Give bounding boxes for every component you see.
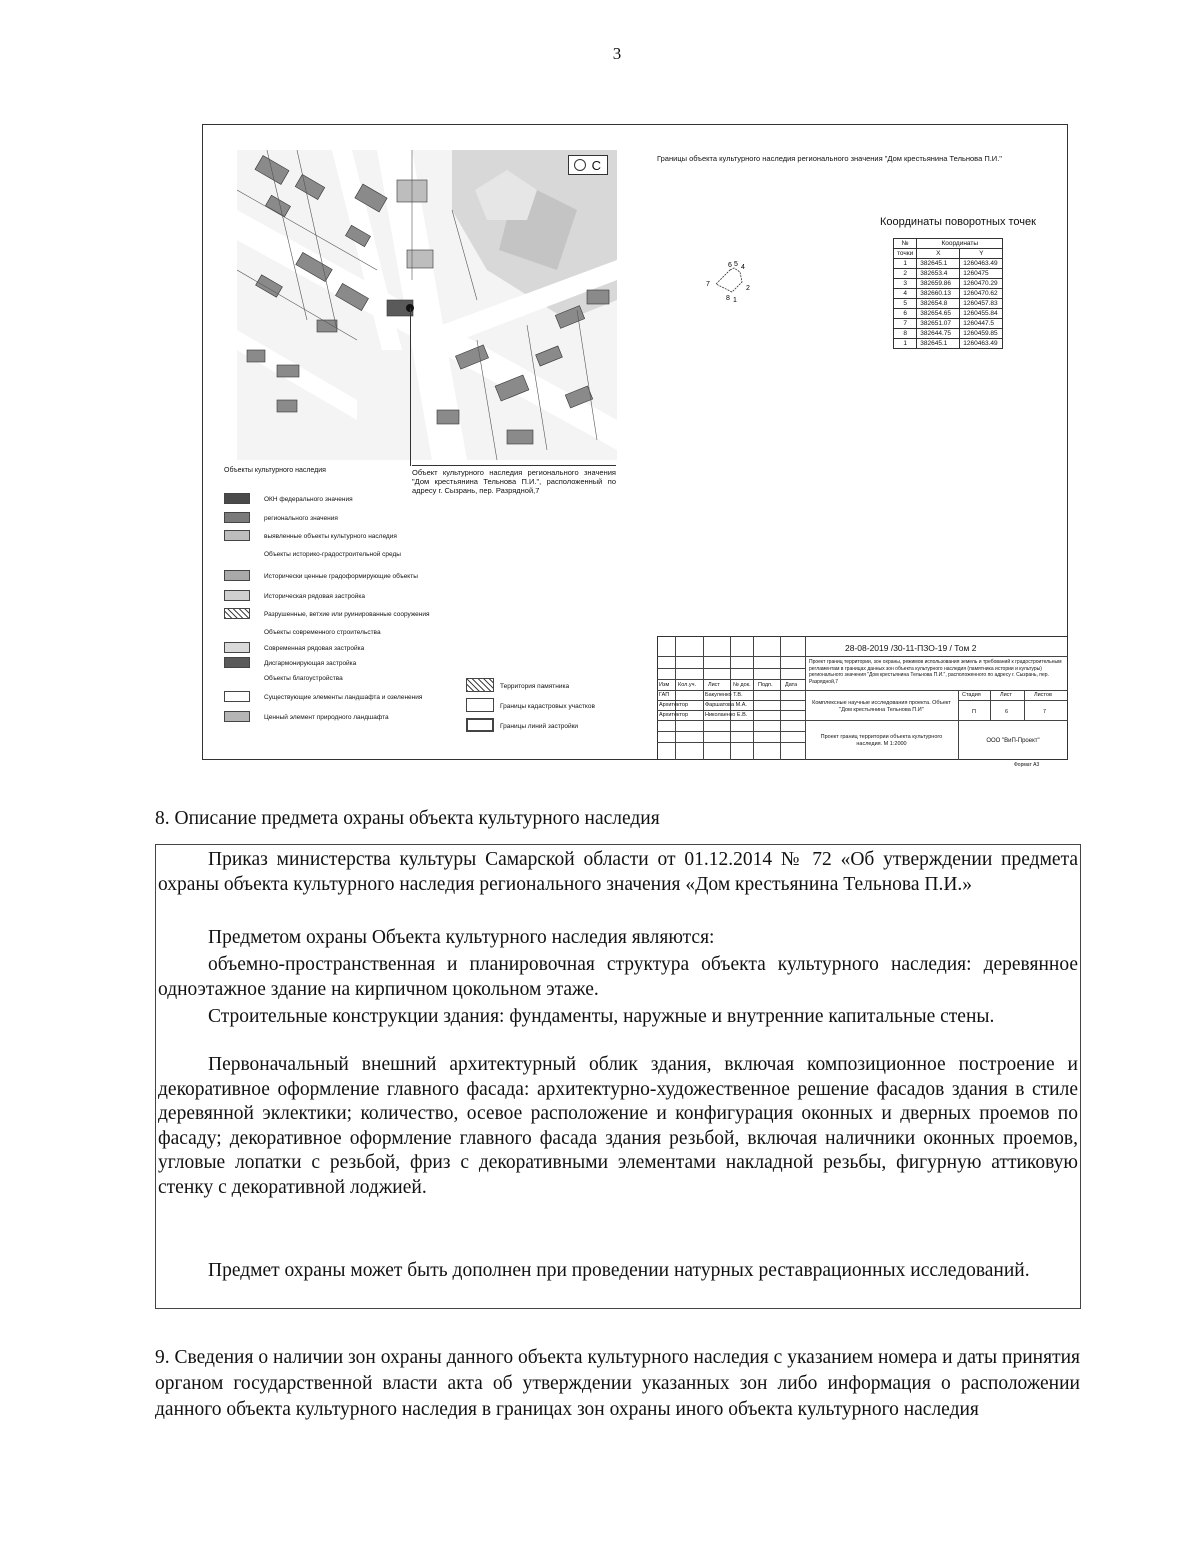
section8-heading: 8. Описание предмета охраны объекта культурного наследия <box>155 808 660 829</box>
page-number: 3 <box>612 44 622 63</box>
compass-label: С <box>591 158 601 173</box>
legend-label: выявленные объекты культурного наследия <box>264 533 397 540</box>
stamp-col-1: Кол.уч. <box>678 682 697 688</box>
legend-label: Разрушенные, ветхие или руинированные сооружения <box>264 611 430 618</box>
legend2-swatch-territory <box>466 678 494 692</box>
coords-header-x: X <box>917 249 960 259</box>
stamp-sheet-label: Лист <box>1000 692 1012 698</box>
coords-cell-x: 382653.4 <box>917 269 960 279</box>
coords-row <box>894 279 1003 289</box>
stamp-col-3: № док. <box>733 682 751 688</box>
coords-cell-y: 1260470.62 <box>960 289 1003 299</box>
points-sketch <box>702 258 762 313</box>
object-leader <box>410 308 411 466</box>
coords-cell-n: 7 <box>894 319 917 329</box>
coords-title: Координаты поворотных точек <box>880 216 1036 228</box>
coords-cell-n: 4 <box>894 289 917 299</box>
coords-table <box>893 238 1003 349</box>
coords-header-y: Y <box>960 249 1003 259</box>
section8-p1: Приказ министерства культуры Самарской области от 01.12.2014 № 72 «Об утверждении предмета охраны объекта культурного наследия регионального значения «Дом крестьянина Тельнова П.И.» <box>158 849 1078 895</box>
point-label-5: 5 <box>734 261 738 268</box>
legend-swatch <box>224 590 250 601</box>
stamp-work-title: Комплексные научные исследования проекта. Объект "Дом крестьянина Тельнова П.И" <box>812 700 951 713</box>
legend-swatch <box>224 657 250 668</box>
stamp-company: ООО "ВиП-Проект" <box>986 738 1040 744</box>
legend-swatch <box>224 711 250 722</box>
stamp-sheets: 7 <box>1043 709 1047 715</box>
legend-swatch <box>224 608 250 619</box>
legend-label: Исторически ценные градоформирующие объекты <box>264 573 418 580</box>
coords-cell-n: 1 <box>894 339 917 349</box>
legend-label: регионального значения <box>264 515 338 522</box>
legend-title: Объекты культурного наследия <box>224 467 326 474</box>
stamp-role-1: Архитектор <box>659 702 689 708</box>
stamp-name-0: Бакуленко Т.В. <box>705 692 743 698</box>
coords-cell-y: 1260463.49 <box>960 339 1003 349</box>
coords-cell-n: 6 <box>894 309 917 319</box>
format-label: Формат А3 <box>1014 762 1040 768</box>
coords-cell-y: 1260447.5 <box>960 319 1003 329</box>
coords-cell-x: 382645.1 <box>917 259 960 269</box>
section8-p5: Первоначальный внешний архитектурный облик здания, включая композиционное построение и декоративное оформление главного фасада: архитектурно-художественное решение фасадов здания в стиле деревянной эклектики; количество, осевое расположение и конфигурация оконных и дверных проемов по фасаду; декоративное оформление главного фасада здания резьбой, включая наличники оконных проемов, угловые лопатки с резьбой, фриз с декоративными элементами накладной резьбы, фигурную аттиковую стенку с декоративной лоджией. <box>158 1054 1078 1198</box>
coords-row <box>894 309 1003 319</box>
coords-cell-x: 382654.65 <box>917 309 960 319</box>
legend2-label-cadastral: Границы кадастровых участков <box>500 703 595 710</box>
coords-cell-n: 2 <box>894 269 917 279</box>
coords-row <box>894 269 1003 279</box>
section8-p4: Строительные конструкции здания: фундаменты, наружные и внутренние капитальные стены. <box>208 1006 995 1027</box>
coords-cell-y: 1260475 <box>960 269 1003 279</box>
section8-p2: Предметом охраны Объекта культурного наследия являются: <box>208 927 715 948</box>
stamp-name-2: Николаенко Е.В. <box>705 712 748 718</box>
coords-header-num2: точки <box>894 249 917 259</box>
coords-cell-y: 1260463.49 <box>960 259 1003 269</box>
coords-cell-y: 1260470.29 <box>960 279 1003 289</box>
legend-label: Современная рядовая застройка <box>264 645 365 652</box>
coords-row <box>894 329 1003 339</box>
legend2-swatch-building-lines <box>466 718 494 732</box>
legend2-swatch-cadastral <box>466 698 494 712</box>
stamp-col-4: Подп. <box>758 682 773 688</box>
point-label-1: 1 <box>733 297 737 304</box>
point-label-4: 4 <box>741 264 745 271</box>
coords-cell-y: 1260457.83 <box>960 299 1003 309</box>
coords-row <box>894 289 1003 299</box>
coords-cell-x: 382651.07 <box>917 319 960 329</box>
stamp-col-2: Лист <box>708 682 720 688</box>
legend-label: Объекты современного строительства <box>264 629 381 636</box>
stamp-col-5: Дата <box>785 682 798 688</box>
coords-cell-x: 382654.8 <box>917 299 960 309</box>
coords-header-coords: Координаты <box>917 239 1003 249</box>
section8-p3: объемно-пространственная и планировочная структура объекта культурного наследия: деревянное одноэтажное здание на кирпичном цокольном этаже. <box>158 954 1078 1000</box>
legend-swatch <box>224 691 250 702</box>
coords-cell-n: 1 <box>894 259 917 269</box>
stamp-name-1: Фаршатова М.А. <box>705 702 747 708</box>
legend-swatch <box>224 642 250 653</box>
coords-cell-x: 382660.13 <box>917 289 960 299</box>
coords-cell-x: 382645.1 <box>917 339 960 349</box>
legend-label: Объекты благоустройства <box>264 675 343 682</box>
cadastral-map <box>237 150 617 460</box>
stamp-drawing-title: Проект границ территории объекта культурного наследия. М 1:2000 <box>820 734 943 747</box>
coords-cell-x: 382659.86 <box>917 279 960 289</box>
point-label-8: 8 <box>726 295 730 302</box>
legend-swatch <box>224 493 250 504</box>
legend-swatch <box>224 570 250 581</box>
legend-label: Ценный элемент природного ландшафта <box>264 714 389 721</box>
section8-p6: Предмет охраны может быть дополнен при проведении натурных реставрационных исследований. <box>208 1260 1030 1281</box>
compass <box>568 155 608 175</box>
legend2-label-territory: Территория памятника <box>500 683 570 690</box>
coords-row <box>894 339 1003 349</box>
legend-label: Историческая рядовая застройка <box>264 593 365 600</box>
coords-cell-n: 3 <box>894 279 917 289</box>
coords-cell-x: 382644.75 <box>917 329 960 339</box>
legend2-label-building-lines: Границы линий застройки <box>500 723 579 730</box>
legend-label: Существующие элементы ландшафта и озеленения <box>264 694 423 701</box>
coords-header-num: № <box>894 239 917 249</box>
stamp-col-0: Изм <box>659 682 670 688</box>
coords-cell-y: 1260455.84 <box>960 309 1003 319</box>
stamp-role-0: ГАП <box>659 692 670 698</box>
stamp-stage: П <box>972 709 976 715</box>
legend-label: ОКН федерального значения <box>264 496 353 503</box>
stamp-code: 28-08-2019 /30-11-ПЗО-19 / Том 2 <box>845 643 977 653</box>
point-label-7: 7 <box>706 281 710 288</box>
stamp-stage-label: Стадия <box>962 692 981 698</box>
stamp-role-2: Архитектор <box>659 712 689 718</box>
stamp-sheet: 6 <box>1005 709 1009 715</box>
stamp-sheets-label: Листов <box>1034 692 1052 698</box>
coords-row <box>894 299 1003 309</box>
legend-swatch <box>224 512 250 523</box>
coords-cell-n: 8 <box>894 329 917 339</box>
stamp-description: Проект границ территории, зон охраны, режимов использования земель и требований к градостроительным регламентам в границах данных зон объекта культурного наследия (памятника истории и культуры) регионального значения "Дом крестьянина Тельнова П.И.", расположенного по адресу г. Сызрань, пер. Разрядной,7 <box>809 659 1062 685</box>
legend-label: Дисгармонирующая застройка <box>264 660 357 667</box>
object-label: Объект культурного наследия регионального значения "Дом крестьянина Тельнова П.И.", расположенный по адресу г. Сызрань, пер. Разрядной,7 <box>412 465 616 495</box>
point-label-2: 2 <box>746 285 750 292</box>
coords-row <box>894 319 1003 329</box>
coords-cell-n: 5 <box>894 299 917 309</box>
section9-text: 9. Сведения о наличии зон охраны данного объекта культурного наследия с указанием номера и даты принятия органом государственной власти акта об утверждении указанных зон либо информация о расположении данного объекта культурного наследия в границах зон охраны иного объекта культурного наследия <box>155 1347 1080 1420</box>
coords-cell-y: 1260459.85 <box>960 329 1003 339</box>
point-label-6: 6 <box>728 262 732 269</box>
legend-label: Объекты историко-градостроительной среды <box>264 551 401 558</box>
coords-row <box>894 259 1003 269</box>
map-title: Границы объекта культурного наследия регионального значения "Дом крестьянина Тельнова П.И." <box>657 154 1002 163</box>
legend-swatch <box>224 530 250 541</box>
